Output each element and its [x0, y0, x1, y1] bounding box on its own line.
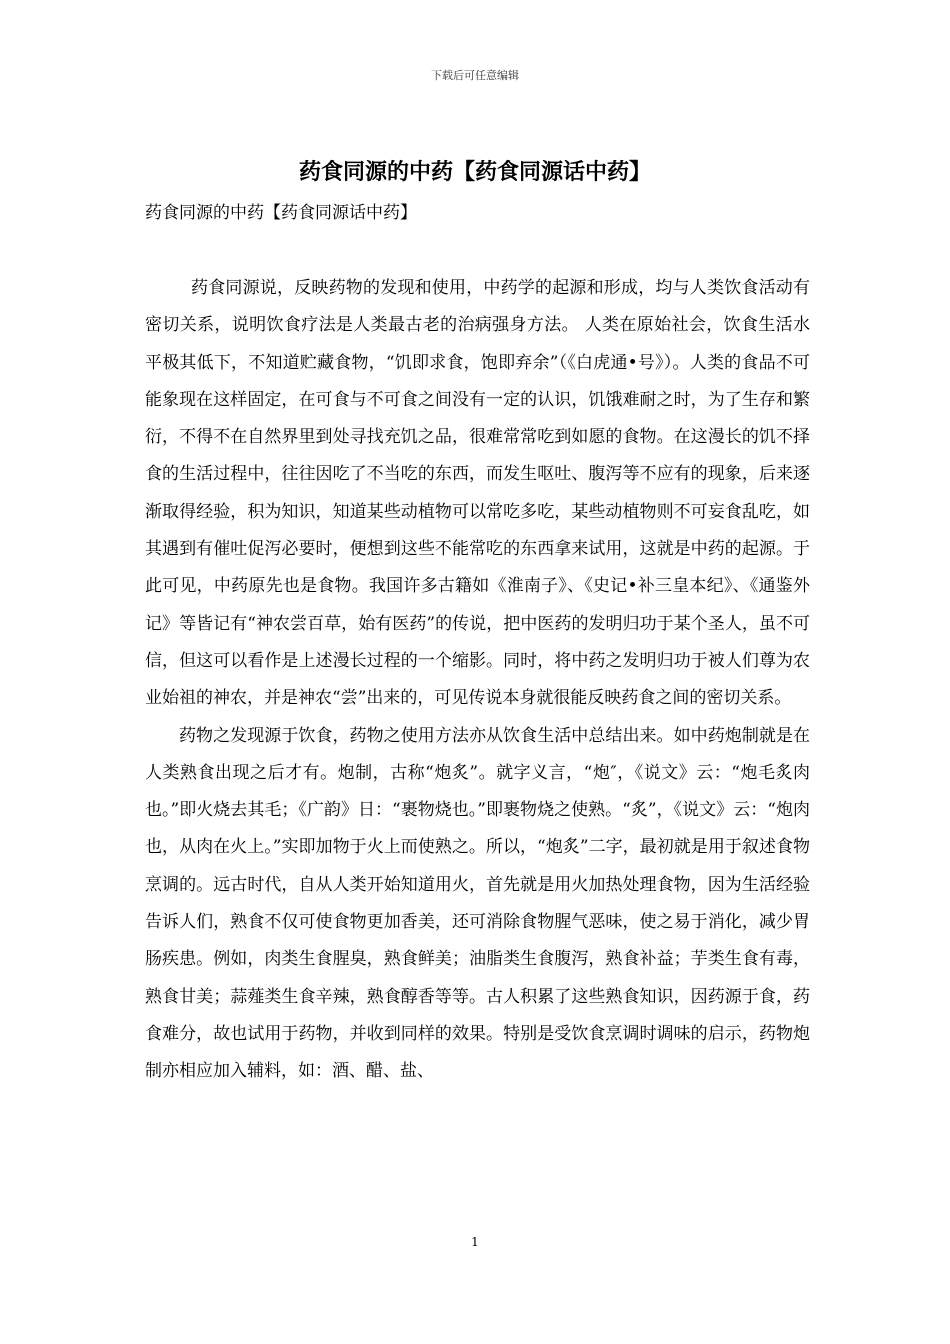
body-paragraph: 药物之发现源于饮食，药物之使用方法亦从饮食生活中总结出来。如中药炮制就是在人类熟食出现之后才有。炮制，古称“炮炙”。就字义言，“炮″，《说文》云：“炮毛炙肉也。”即火烧去其毛；《广韵》日：“裹物烧也。”即裹物烧之使熟。“炙”，《说文》云：“炮肉也，从肉在火上。”实即加物于火上而使熟之。所以，“炮炙”二字，最初就是用于叙述食物烹调的。远古时代，自从人类开始知道用火，首先就是用火加热处理食物，因为生活经验告诉人们，熟食不仅可使食物更加香美，还可消除食物腥气恶味，使之易于消化，减少胃肠疾患。例如，肉类生食腥臭，熟食鲜美；油脂类生食腹泻，熟食补益；芋类生食有毒，熟食甘美；蒜薤类生食辛辣，熟食醇香等等。古人积累了这些熟食知识，因药源于食，药食难分，故也试用于药物，并收到同样的效果。特别是受饮食烹调时调味的启示，药物炮制亦相应加入辅料，如：酒、醋、盐、	[145, 725, 810, 1082]
document-subtitle: 药食同源的中药【药食同源话中药】	[145, 203, 417, 223]
page-number: 1	[471, 1235, 479, 1249]
document-title: 药食同源的中药【药食同源话中药】	[298, 159, 651, 185]
page-header-note: 下载后可任意编辑	[431, 69, 519, 82]
document-body	[145, 270, 810, 1091]
body-paragraph: 药食同源说，反映药物的发现和使用，中药学的起源和形成，均与人类饮食活动有密切关系，说明饮食疗法是人类最古老的治病强身方法。 人类在原始社会，饮食生活水平极其低下，不知道贮藏食物，“饥即求食，饱即弃余”（《白虎通•号》）。人类的食品不可能象现在这样固定，在可食与不可食之间没有一定的认识，饥饿难耐之时，为了生存和繁衍，不得不在自然界里到处寻找充饥之品，很难常常吃到如愿的食物。在这漫长的饥不择食的生活过程中，往往因吃了不当吃的东西，而发生呕吐、腹泻等不应有的现象，后来逐渐取得经验，积为知识，知道某些动植物可以常吃多吃，某些动植物则不可妄食乱吃，如其遇到有催吐促泻必要时，便想到这些不能常吃的东西拿来试用，这就是中药的起源。于此可见，中药原先也是食物。我国许多古籍如《淮南子》、《史记•补三皇本纪》、《通鉴外记》等皆记有“神农尝百草，始有医药”的传说，把中医药的发明归功于某个圣人，虽不可信，但这可以看作是上述漫长过程的一个缩影。同时，将中药之发明归功于被人们尊为农业始祖的神农，并是神农“尝”出来的，可见传说本身就很能反映药食之间的密切关系。	[145, 278, 810, 709]
